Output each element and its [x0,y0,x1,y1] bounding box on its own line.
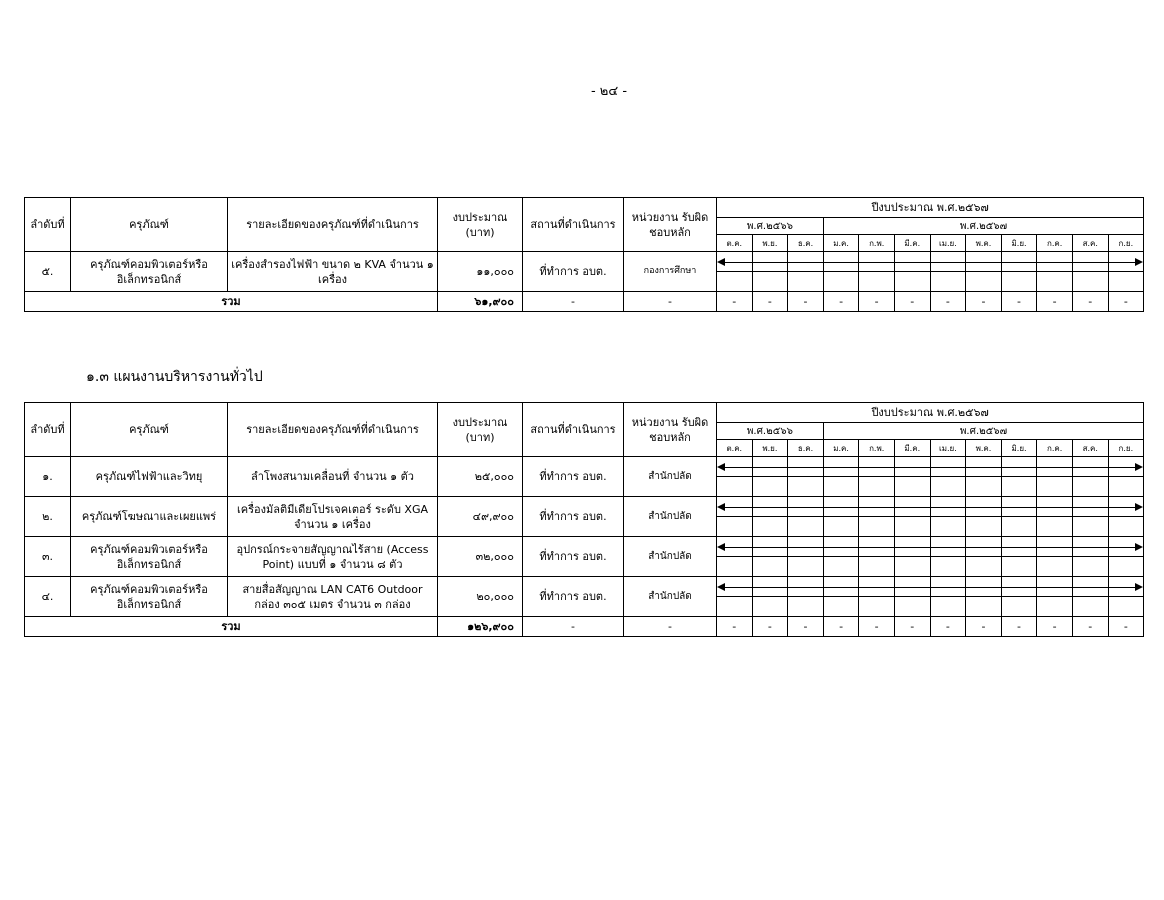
total-label: รวม [25,617,438,637]
month-cell [752,557,788,577]
section-heading: ๑.๓ แผนงานบริหารงานทั่วไป [86,369,263,385]
month-cell [1108,517,1144,537]
timeline-bar [859,537,895,557]
timeline-bar [930,457,966,477]
details-cell: สายสื่อสัญญาณ LAN CAT6 Outdoor กล่อง ๓๐๕ เมตร จำนวน ๓ กล่อง [228,577,438,617]
month-cell [1037,272,1073,292]
unit-cell: กองการศึกษา [624,252,717,292]
budget-cell: ๔๙,๙๐๐ [438,497,523,537]
month-cell [1001,597,1037,617]
month-cell [930,272,966,292]
total-label: รวม [25,292,438,312]
month-header: ม.ค. [823,235,859,252]
month-header: ก.ย. [1108,235,1144,252]
month-cell [788,517,824,537]
timeline-bar [1072,537,1108,557]
unit-cell: สำนักปลัด [624,577,717,617]
month-cell [1072,597,1108,617]
location-cell: ที่ทำการ อบต. [523,497,624,537]
location-cell: ที่ทำการ อบต. [523,537,624,577]
total-location-dash: - [523,617,624,637]
month-header: พ.ค. [966,235,1002,252]
total-month-dash: - [717,292,753,312]
month-cell [823,477,859,497]
month-header: ธ.ค. [788,235,824,252]
location-cell: ที่ทำการ อบต. [523,252,624,292]
timeline-bar [1037,577,1073,597]
month-header: ก.ย. [1108,440,1144,457]
timeline-arrow-end [1108,497,1144,517]
header-location: สถานที่ดำเนินการ [523,198,624,252]
details-cell: เครื่องสำรองไฟฟ้า ขนาด ๒ KVA จำนวน ๑ เครื่อง [228,252,438,292]
timeline-bar [894,577,930,597]
month-cell [859,477,895,497]
row-number: ๕. [25,252,71,292]
total-month-dash: - [1037,292,1073,312]
row-number: ๒. [25,497,71,537]
header-year-curr: พ.ศ.๒๕๖๗ [823,423,1143,440]
timeline-bar [859,577,895,597]
month-cell [1037,597,1073,617]
month-cell [717,557,753,577]
table-row [25,577,1144,597]
timeline-bar [966,252,1002,272]
total-month-dash: - [1037,617,1073,637]
month-cell [823,272,859,292]
location-cell: ที่ทำการ อบต. [523,577,624,617]
month-cell [894,272,930,292]
header-fiscal-year: ปีงบประมาณ พ.ศ.๒๕๖๗ [717,403,1144,423]
timeline-bar [788,252,824,272]
month-header: พ.ย. [752,440,788,457]
unit-cell: สำนักปลัด [624,537,717,577]
month-header: พ.ย. [752,235,788,252]
month-cell [1037,557,1073,577]
month-cell [823,517,859,537]
month-cell [966,272,1002,292]
month-cell [1072,272,1108,292]
total-month-dash: - [930,617,966,637]
header-budget: งบประมาณ (บาท) [438,403,523,457]
month-header: มิ.ย. [1001,235,1037,252]
timeline-bar [930,537,966,557]
total-unit-dash: - [624,617,717,637]
month-cell [717,272,753,292]
timeline-bar [823,252,859,272]
month-cell [859,272,895,292]
timeline-arrow-start [717,577,753,597]
timeline-bar [823,577,859,597]
month-cell [966,597,1002,617]
month-cell [859,597,895,617]
total-month-dash: - [894,617,930,637]
timeline-bar [752,497,788,517]
timeline-bar [823,537,859,557]
month-header: ต.ค. [717,235,753,252]
header-unit: หน่วยงาน รับผิดชอบหลัก [624,403,717,457]
unit-cell: สำนักปลัด [624,497,717,537]
budget-cell: ๑๑,๐๐๐ [438,252,523,292]
timeline-bar [930,577,966,597]
table-row [25,497,1144,517]
month-header: เม.ย. [930,440,966,457]
timeline-bar [859,252,895,272]
timeline-bar [1001,252,1037,272]
total-row [25,292,1144,312]
month-cell [823,557,859,577]
header-location: สถานที่ดำเนินการ [523,403,624,457]
month-cell [717,517,753,537]
timeline-arrow-end [1108,537,1144,557]
month-cell [859,517,895,537]
month-cell [966,517,1002,537]
timeline-bar [788,577,824,597]
month-header: มี.ค. [894,440,930,457]
month-cell [717,477,753,497]
timeline-bar [966,577,1002,597]
month-cell [1072,477,1108,497]
timeline-bar [788,497,824,517]
equipment-cell: ครุภัณฑ์คอมพิวเตอร์หรือ อิเล็กทรอนิกส์ [71,252,228,292]
month-cell [930,557,966,577]
month-cell [752,517,788,537]
month-header: ต.ค. [717,440,753,457]
month-cell [1001,557,1037,577]
total-month-dash: - [752,292,788,312]
total-month-dash: - [930,292,966,312]
timeline-bar [1037,252,1073,272]
table-row [25,252,1144,272]
header-equipment: ครุภัณฑ์ [71,198,228,252]
month-cell [966,477,1002,497]
total-month-dash: - [1072,617,1108,637]
table-row [25,457,1144,477]
header-year-prev: พ.ศ.๒๕๖๖ [717,423,824,440]
month-cell [823,597,859,617]
total-month-dash: - [966,292,1002,312]
timeline-bar [894,537,930,557]
row-number: ๓. [25,537,71,577]
month-header: ก.พ. [859,440,895,457]
month-cell [930,597,966,617]
details-cell: ลำโพงสนามเคลื่อนที่ จำนวน ๑ ตัว [228,457,438,497]
month-header: พ.ค. [966,440,1002,457]
total-month-dash: - [859,617,895,637]
timeline-arrow-end [1108,457,1144,477]
header-budget: งบประมาณ (บาท) [438,198,523,252]
timeline-bar [1072,252,1108,272]
total-month-dash: - [1072,292,1108,312]
budget-cell: ๓๒,๐๐๐ [438,537,523,577]
details-cell: อุปกรณ์กระจายสัญญาณไร้สาย (Access Point) แบบที่ ๑ จำนวน ๘ ตัว [228,537,438,577]
details-cell: เครื่องมัลติมีเดียโปรเจคเตอร์ ระดับ XGA จำนวน ๑ เครื่อง [228,497,438,537]
month-header: เม.ย. [930,235,966,252]
month-cell [1072,557,1108,577]
total-budget: ๖๑,๙๐๐ [438,292,523,312]
timeline-arrow-start [717,537,753,557]
equipment-cell: ครุภัณฑ์ไฟฟ้าและวิทยุ [71,457,228,497]
month-cell [1037,517,1073,537]
total-location-dash: - [523,292,624,312]
total-month-dash: - [788,617,824,637]
timeline-bar [1072,577,1108,597]
timeline-arrow-start [717,497,753,517]
timeline-bar [788,457,824,477]
month-cell [1001,477,1037,497]
total-month-dash: - [823,617,859,637]
month-cell [788,272,824,292]
total-month-dash: - [859,292,895,312]
total-month-dash: - [752,617,788,637]
header-order: ลำดับที่ [25,403,71,457]
month-header: มิ.ย. [1001,440,1037,457]
header-details: รายละเอียดของครุภัณฑ์ที่ดำเนินการ [228,198,438,252]
table-row [25,537,1144,557]
timeline-arrow-end [1108,577,1144,597]
timeline-bar [930,497,966,517]
month-header: ธ.ค. [788,440,824,457]
header-details: รายละเอียดของครุภัณฑ์ที่ดำเนินการ [228,403,438,457]
timeline-bar [1072,497,1108,517]
month-cell [930,517,966,537]
location-cell: ที่ทำการ อบต. [523,457,624,497]
timeline-bar [752,457,788,477]
month-cell [1001,517,1037,537]
timeline-arrow-end [1108,252,1144,272]
month-cell [1108,477,1144,497]
month-cell [966,557,1002,577]
timeline-bar [752,537,788,557]
header-order: ลำดับที่ [25,198,71,252]
month-cell [894,517,930,537]
month-header: ก.ค. [1037,440,1073,457]
header-year-curr: พ.ศ.๒๕๖๗ [823,218,1143,235]
month-cell [788,557,824,577]
month-cell [1001,272,1037,292]
month-header: ส.ค. [1072,235,1108,252]
row-number: ๔. [25,577,71,617]
month-cell [752,477,788,497]
month-header: ส.ค. [1072,440,1108,457]
month-cell [894,557,930,577]
total-row [25,617,1144,637]
month-cell [788,597,824,617]
timeline-bar [894,457,930,477]
timeline-bar [859,457,895,477]
page-number: - ๒๔ - [590,84,628,99]
timeline-bar [1001,497,1037,517]
timeline-bar [966,537,1002,557]
unit-cell: สำนักปลัด [624,457,717,497]
timeline-bar [1037,497,1073,517]
timeline-bar [1001,457,1037,477]
timeline-bar [1001,537,1037,557]
month-header: ก.พ. [859,235,895,252]
total-month-dash: - [717,617,753,637]
timeline-bar [859,497,895,517]
total-month-dash: - [894,292,930,312]
month-cell [894,477,930,497]
row-number: ๑. [25,457,71,497]
month-cell [1108,272,1144,292]
month-cell [894,597,930,617]
timeline-bar [966,497,1002,517]
timeline-bar [894,497,930,517]
header-fiscal-year: ปีงบประมาณ พ.ศ.๒๕๖๗ [717,198,1144,218]
month-cell [788,477,824,497]
month-header: มี.ค. [894,235,930,252]
timeline-bar [930,252,966,272]
header-row [25,403,1144,423]
total-month-dash: - [966,617,1002,637]
timeline-bar [752,252,788,272]
total-month-dash: - [788,292,824,312]
total-unit-dash: - [624,292,717,312]
header-row [25,198,1144,218]
timeline-bar [823,457,859,477]
total-month-dash: - [1108,292,1144,312]
timeline-bar [1072,457,1108,477]
equipment-plan-table-1 [24,197,1144,312]
total-month-dash: - [1001,292,1037,312]
month-header: ม.ค. [823,440,859,457]
month-cell [752,597,788,617]
equipment-cell: ครุภัณฑ์คอมพิวเตอร์หรือ อิเล็กทรอนิกส์ [71,577,228,617]
month-header: ก.ค. [1037,235,1073,252]
month-cell [930,477,966,497]
equipment-cell: ครุภัณฑ์คอมพิวเตอร์หรือ อิเล็กทรอนิกส์ [71,537,228,577]
equipment-cell: ครุภัณฑ์โฆษณาและเผยแพร่ [71,497,228,537]
header-year-prev: พ.ศ.๒๕๖๖ [717,218,824,235]
total-month-dash: - [1001,617,1037,637]
month-cell [1108,597,1144,617]
total-month-dash: - [1108,617,1144,637]
timeline-bar [1037,537,1073,557]
timeline-arrow-start [717,457,753,477]
total-month-dash: - [823,292,859,312]
month-cell [717,597,753,617]
header-unit: หน่วยงาน รับผิดชอบหลัก [624,198,717,252]
timeline-bar [823,497,859,517]
month-cell [752,272,788,292]
month-cell [1072,517,1108,537]
header-equipment: ครุภัณฑ์ [71,403,228,457]
month-cell [1037,477,1073,497]
timeline-bar [1001,577,1037,597]
month-cell [859,557,895,577]
timeline-bar [894,252,930,272]
month-cell [1108,557,1144,577]
budget-cell: ๒๕,๐๐๐ [438,457,523,497]
timeline-bar [1037,457,1073,477]
budget-cell: ๒๐,๐๐๐ [438,577,523,617]
timeline-bar [788,537,824,557]
equipment-plan-table-2 [24,402,1144,637]
timeline-arrow-start [717,252,753,272]
timeline-bar [966,457,1002,477]
timeline-bar [752,577,788,597]
total-budget: ๑๒๖,๙๐๐ [438,617,523,637]
